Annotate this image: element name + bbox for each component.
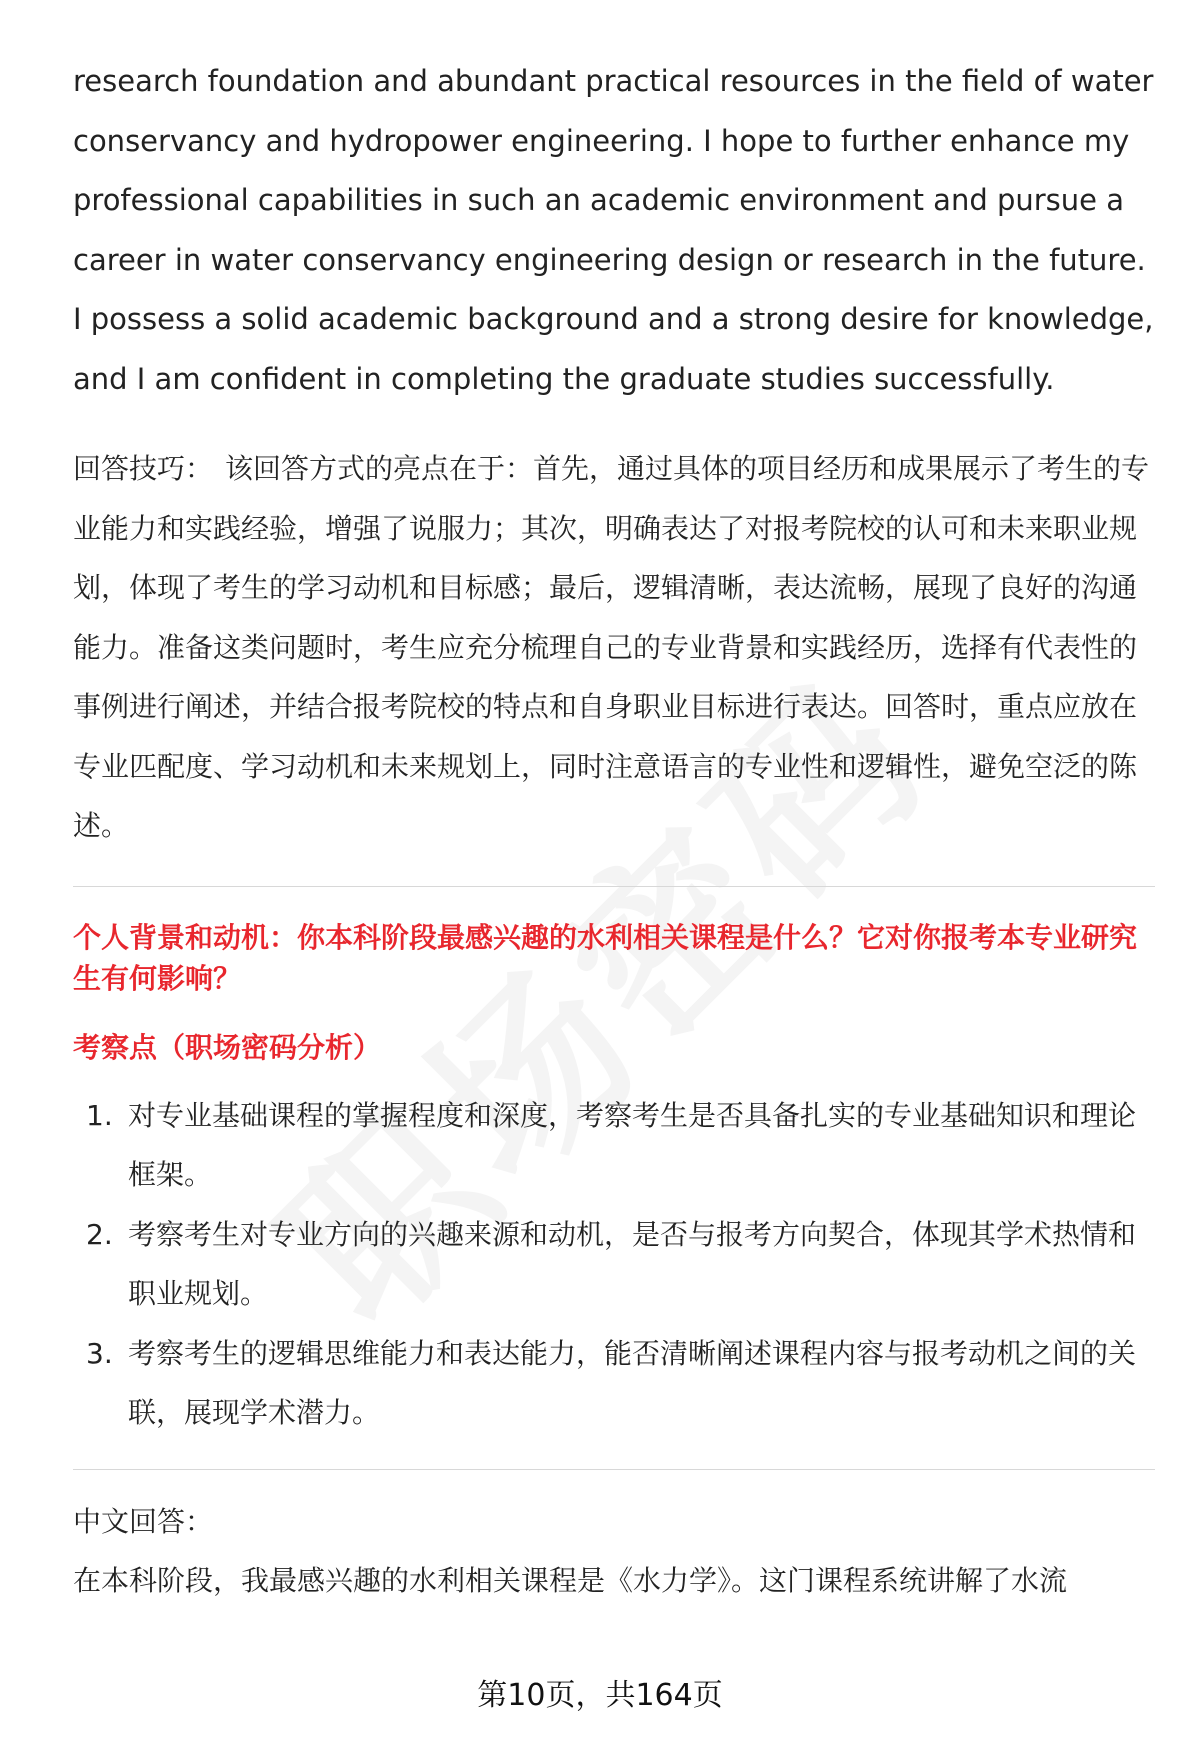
tip-paragraph: [73, 439, 1155, 856]
section-divider: [73, 886, 1155, 887]
section-divider: [73, 1469, 1155, 1470]
list-item: [73, 1086, 1155, 1205]
list-item: [73, 1324, 1155, 1443]
exam-points-list: [73, 1086, 1155, 1443]
tip-label: 回答技巧：: [73, 452, 214, 485]
list-number: 1.: [86, 1098, 113, 1132]
intro-paragraph: research foundation and abundant practical resources in the field of water conservancy and hydropower engineering. I hope to further enhance my professional capabilities in such an academic environment and pursue a career in water conservancy engineering design or research in the future. I possess a solid academic background and a strong desire for knowledge, and I am confident in completing the graduate studies successfully.: [73, 64, 1154, 396]
tip-text: 该回答方式的亮点在于：首先，通过具体的项目经历和成果展示了考生的专业能力和实践经验，增强了说服力；其次，明确表达了对报考院校的认可和未来职业规划，体现了考生的学习动机和目标感；最后，逻辑清晰，表达流畅，展现了良好的沟通能力。准备这类问题时，考生应充分梳理自己的专业背景和实践经历，选择有代表性的事例进行阐述，并结合报考院校的特点和自身职业目标进行表达。回答时，重点应放在专业匹配度、学习动机和未来规划上，同时注意语言的专业性和逻辑性，避免空泛的陈述。: [73, 452, 1150, 842]
question-title: 个人背景和动机：你本科阶段最感兴趣的水利相关课程是什么？它对你报考本专业研究生有何影响？: [73, 920, 1138, 995]
list-item: [73, 1205, 1155, 1324]
list-number: 2.: [86, 1217, 113, 1251]
list-item-text: 考察考生的逻辑思维能力和表达能力，能否清晰阐述课程内容与报考动机之间的关联，展现学术潜力。: [128, 1336, 1137, 1429]
answer-text: 在本科阶段，我最感兴趣的水利相关课程是《水力学》。这门课程系统讲解了水流: [73, 1564, 1068, 1597]
answer-label: 中文回答：: [73, 1504, 214, 1538]
page-footer: 第10页，共164页: [477, 1678, 723, 1713]
list-number: 3.: [86, 1336, 113, 1370]
list-item-text: 考察考生对专业方向的兴趣来源和动机，是否与报考方向契合，体现其学术热情和职业规划。: [128, 1217, 1137, 1310]
document-page: [73, 52, 1155, 1611]
list-item-text: 对专业基础课程的掌握程度和深度，考察考生是否具备扎实的专业基础知识和理论框架。: [128, 1098, 1137, 1191]
exam-points-title: 考察点（职场密码分析）: [73, 1030, 382, 1064]
